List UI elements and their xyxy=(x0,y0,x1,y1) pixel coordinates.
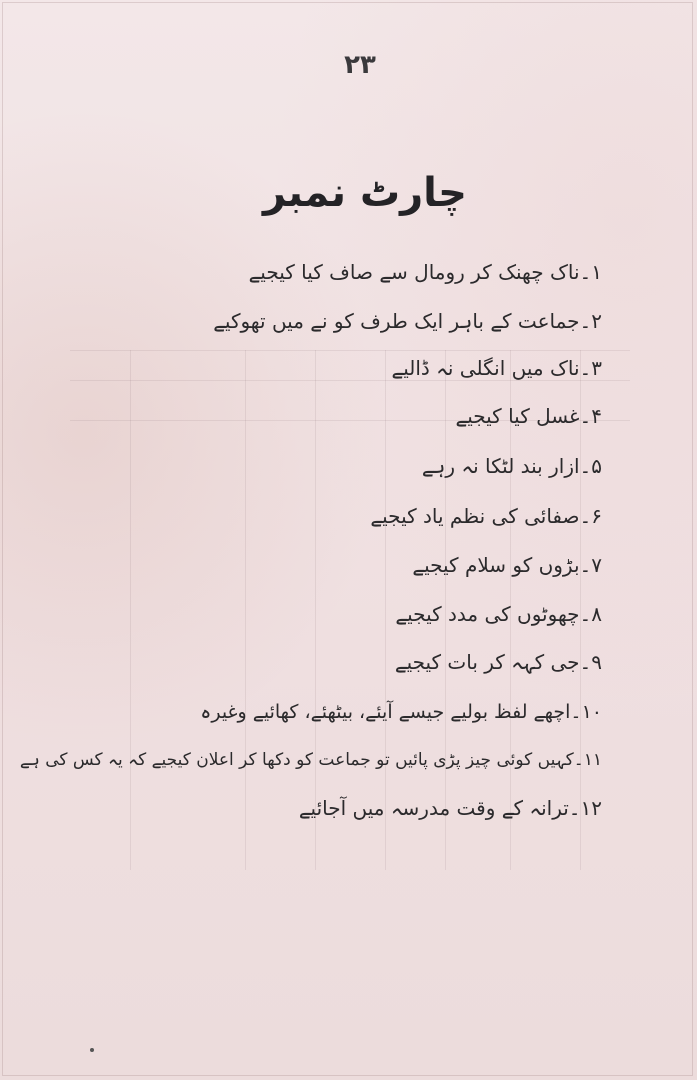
page-number: ۲۳ xyxy=(344,50,376,80)
list-item-11: ۱۱۔کہیں کوئی چیز پڑی پائیں تو جماعت کو دکھا کر اعلان کیجیے کہ یہ کس کی ہے xyxy=(19,750,602,770)
list-item-12: ۱۲۔ترانہ کے وقت مدرسہ میں آجائیے xyxy=(298,796,602,820)
list-item-1: ۱۔ناک چھنک کر رومال سے صاف کیا کیجیے xyxy=(248,260,602,284)
list-item-2: ۲۔جماعت کے باہر ایک طرف کو نے میں تھوکیے xyxy=(213,309,602,333)
ink-speck xyxy=(90,1048,94,1052)
page-title: چارٹ نمبر xyxy=(262,170,468,216)
list-item-4: ۴۔غسل کیا کیجیے xyxy=(455,404,602,428)
list-item-7: ۷۔بڑوں کو سلام کیجیے xyxy=(412,553,602,577)
list-item-5: ۵۔ازار بند لٹکا نہ رہے xyxy=(421,454,602,478)
list-item-3: ۳۔ناک میں انگلی نہ ڈالیے xyxy=(391,356,602,380)
list-item-8: ۸۔چھوٹوں کی مدد کیجیے xyxy=(395,602,602,626)
list-item-9: ۹۔جی کہہ کر بات کیجیے xyxy=(394,650,602,674)
list-item-10: ۱۰۔اچھے لفظ بولیے جیسے آیئے، بیٹھئے، کھائیے وغیرہ xyxy=(200,701,602,723)
list-item-6: ۶۔صفائی کی نظم یاد کیجیے xyxy=(370,504,602,528)
